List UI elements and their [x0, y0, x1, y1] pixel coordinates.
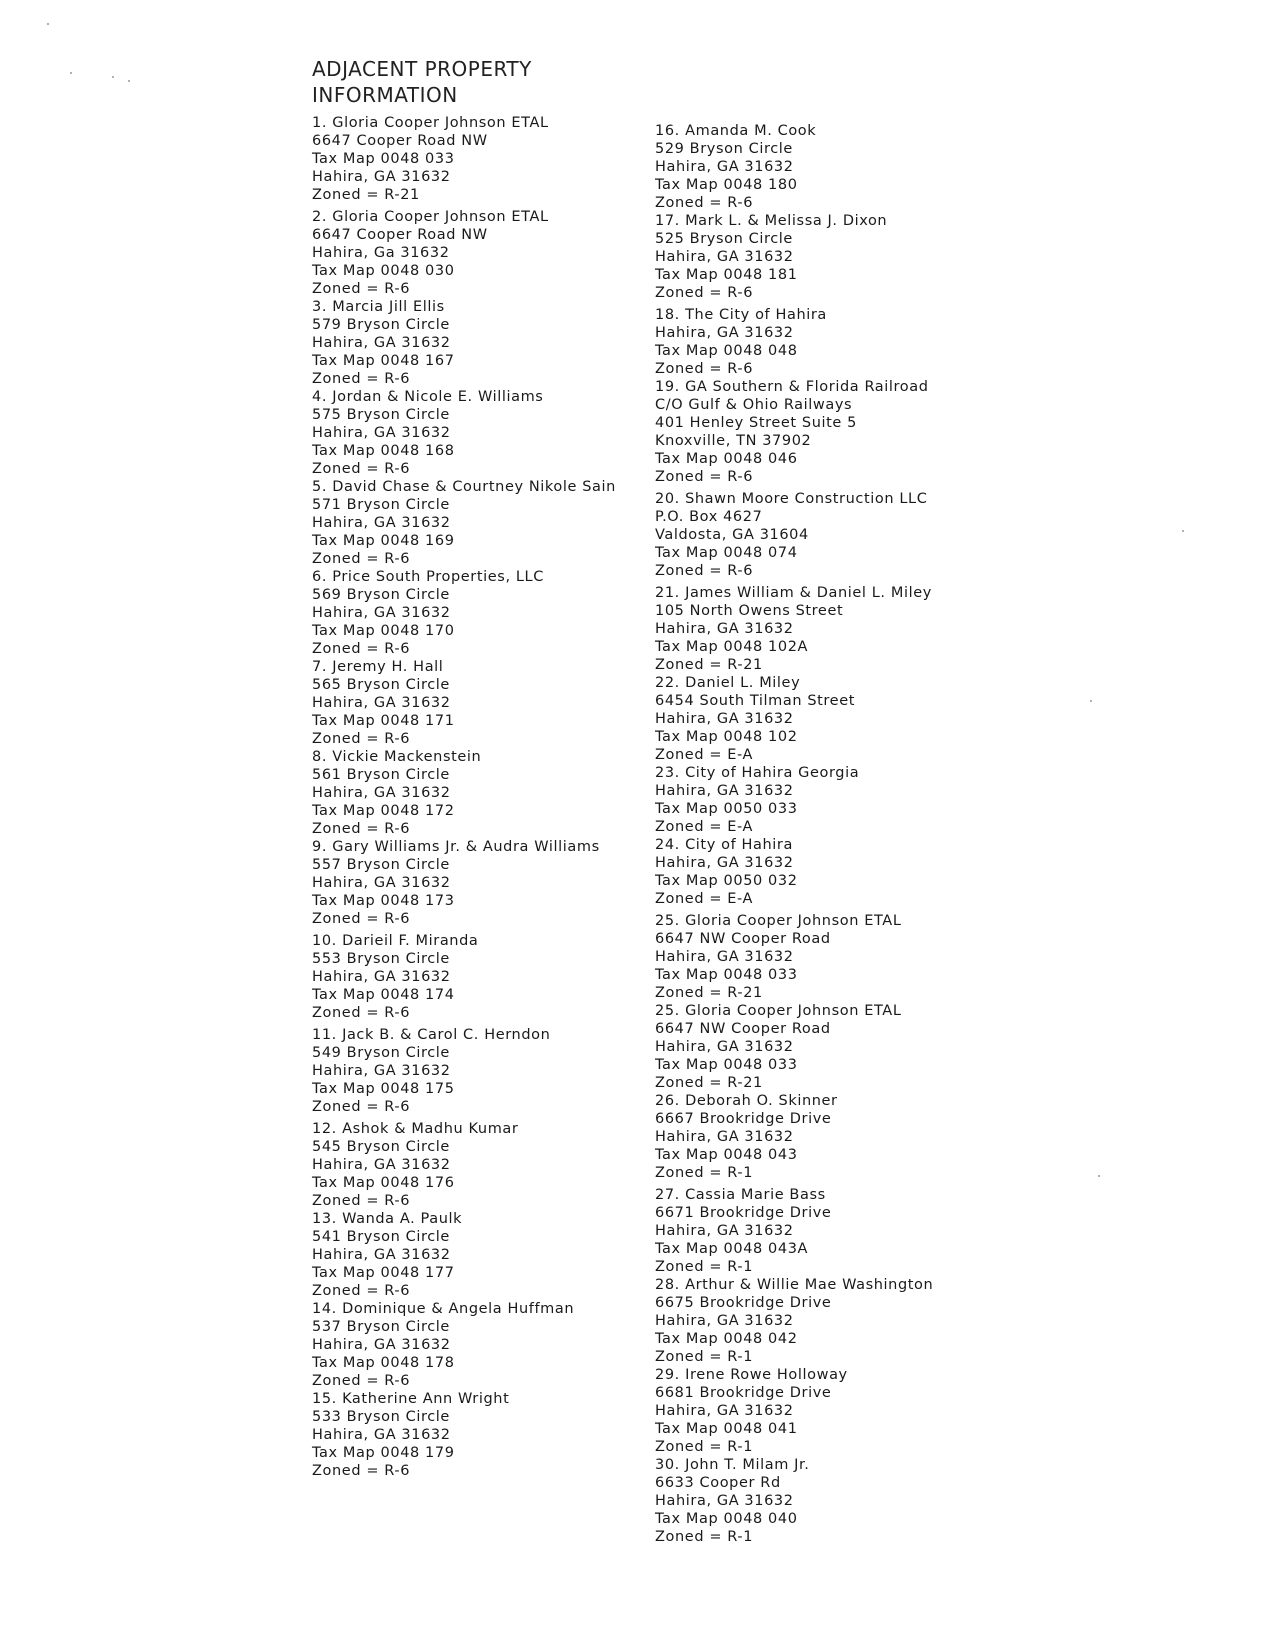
owner-name: 11. Jack B. & Carol C. Herndon: [312, 1027, 551, 1043]
owner-name: 4. Jordan & Nicole E. Williams: [312, 389, 544, 405]
entry-line: Tax Map 0048 033: [312, 151, 455, 167]
entry-line: Zoned = R-6: [312, 371, 411, 387]
owner-name: 6. Price South Properties, LLC: [312, 569, 544, 585]
entry-line: Tax Map 0048 043A: [655, 1241, 809, 1257]
entry-line: Zoned = R-6: [312, 1005, 411, 1021]
owner-name: 23. City of Hahira Georgia: [655, 765, 860, 781]
entry-line: 553 Bryson Circle: [312, 951, 450, 967]
entry-line: 6454 South Tilman Street: [655, 693, 855, 709]
entry-line: Zoned = R-6: [312, 1463, 411, 1479]
owner-name: 20. Shawn Moore Construction LLC: [655, 491, 928, 507]
entry-line: Valdosta, GA 31604: [655, 527, 809, 543]
entry-line: Tax Map 0048 041: [655, 1421, 798, 1437]
entry-line: Tax Map 0048 180: [655, 177, 798, 193]
entry-line: Tax Map 0048 170: [312, 623, 455, 639]
scan-speck: [1090, 700, 1092, 702]
entry-line: Zoned = R-1: [655, 1165, 754, 1181]
entry-line: Hahira, GA 31632: [655, 1223, 794, 1239]
entry-line: Zoned = E-A: [655, 747, 754, 763]
entry-line: Zoned = E-A: [655, 891, 754, 907]
owner-name: 29. Irene Rowe Holloway: [655, 1367, 848, 1383]
owner-name: 24. City of Hahira: [655, 837, 793, 853]
property-entry: [655, 836, 933, 908]
property-entry: [655, 1276, 933, 1366]
entry-line: Zoned = R-6: [312, 1193, 411, 1209]
owner-name: 3. Marcia Jill Ellis: [312, 299, 445, 315]
entry-line: Hahira, GA 31632: [655, 783, 794, 799]
entry-line: Tax Map 0048 171: [312, 713, 455, 729]
entry-line: 549 Bryson Circle: [312, 1045, 450, 1061]
entry-line: 525 Bryson Circle: [655, 231, 793, 247]
entry-line: 6647 NW Cooper Road: [655, 1021, 831, 1037]
property-entry: [655, 122, 933, 212]
entry-line: Hahira, GA 31632: [655, 1039, 794, 1055]
entry-line: Tax Map 0048 033: [655, 967, 798, 983]
entry-line: Hahira, GA 31632: [312, 969, 451, 985]
entry-line: P.O. Box 4627: [655, 509, 763, 525]
entry-line: Tax Map 0048 179: [312, 1445, 455, 1461]
entry-line: Hahira, GA 31632: [312, 1063, 451, 1079]
entry-line: Tax Map 0048 173: [312, 893, 455, 909]
title-line-2: INFORMATION: [312, 83, 458, 107]
entry-line: Hahira, GA 31632: [312, 425, 451, 441]
entry-line: 6667 Brookridge Drive: [655, 1111, 832, 1127]
entry-line: Tax Map 0050 033: [655, 801, 798, 817]
owner-name: 10. Darieil F. Miranda: [312, 933, 479, 949]
entry-line: Tax Map 0048 168: [312, 443, 455, 459]
entry-line: Tax Map 0048 172: [312, 803, 455, 819]
entry-line: Tax Map 0048 174: [312, 987, 455, 1003]
entry-line: Tax Map 0048 178: [312, 1355, 455, 1371]
entry-line: Tax Map 0048 176: [312, 1175, 455, 1191]
left-column: [312, 114, 616, 1480]
scan-speck: [128, 80, 130, 82]
entry-line: 557 Bryson Circle: [312, 857, 450, 873]
owner-name: 22. Daniel L. Miley: [655, 675, 801, 691]
entry-line: 575 Bryson Circle: [312, 407, 450, 423]
scan-speck: [1182, 530, 1184, 532]
owner-name: 30. John T. Milam Jr.: [655, 1457, 810, 1473]
entry-line: Tax Map 0048 040: [655, 1511, 798, 1527]
property-entry: [312, 388, 616, 478]
entry-line: Tax Map 0048 074: [655, 545, 798, 561]
entry-line: Zoned = R-21: [655, 985, 763, 1001]
owner-name: 17. Mark L. & Melissa J. Dixon: [655, 213, 888, 229]
entry-line: Zoned = R-21: [655, 1075, 763, 1091]
owner-name: 26. Deborah O. Skinner: [655, 1093, 838, 1109]
property-entry: [312, 114, 616, 204]
entry-line: Hahira, GA 31632: [312, 1157, 451, 1173]
entry-line: 6675 Brookridge Drive: [655, 1295, 832, 1311]
property-entry: [655, 1002, 933, 1092]
owner-name: 28. Arthur & Willie Mae Washington: [655, 1277, 934, 1293]
property-entry: [312, 748, 616, 838]
entry-line: 6633 Cooper Rd: [655, 1475, 781, 1491]
entry-line: 6681 Brookridge Drive: [655, 1385, 832, 1401]
property-entry: [312, 1026, 616, 1116]
entry-line: Zoned = R-6: [312, 911, 411, 927]
entry-line: Knoxville, TN 37902: [655, 433, 812, 449]
property-entry: [655, 1456, 933, 1546]
entry-line: Hahira, GA 31632: [312, 695, 451, 711]
entry-line: 529 Bryson Circle: [655, 141, 793, 157]
entry-line: Tax Map 0048 181: [655, 267, 798, 283]
owner-name: 19. GA Southern & Florida Railroad: [655, 379, 929, 395]
entry-line: Zoned = R-21: [655, 657, 763, 673]
entry-line: 6647 Cooper Road NW: [312, 133, 488, 149]
entry-line: Tax Map 0048 046: [655, 451, 798, 467]
entry-line: Zoned = R-6: [312, 821, 411, 837]
entry-line: 533 Bryson Circle: [312, 1409, 450, 1425]
owner-name: 7. Jeremy H. Hall: [312, 659, 444, 675]
owner-name: 8. Vickie Mackenstein: [312, 749, 482, 765]
property-entry: [655, 584, 933, 674]
owner-name: 25. Gloria Cooper Johnson ETAL: [655, 1003, 902, 1019]
entry-line: Hahira, GA 31632: [655, 159, 794, 175]
owner-name: 5. David Chase & Courtney Nikole Sain: [312, 479, 616, 495]
entry-line: 6647 NW Cooper Road: [655, 931, 831, 947]
entry-line: Zoned = R-6: [655, 361, 754, 377]
document-title: [312, 56, 532, 108]
owner-name: 21. James William & Daniel L. Miley: [655, 585, 932, 601]
entry-line: Zoned = R-6: [312, 551, 411, 567]
entry-line: Tax Map 0050 032: [655, 873, 798, 889]
property-entry: [312, 1210, 616, 1300]
entry-line: Hahira, GA 31632: [655, 1403, 794, 1419]
right-column: [655, 122, 933, 1546]
entry-line: 6647 Cooper Road NW: [312, 227, 488, 243]
entry-line: 6671 Brookridge Drive: [655, 1205, 832, 1221]
entry-line: Hahira, GA 31632: [312, 1337, 451, 1353]
entry-line: Tax Map 0048 033: [655, 1057, 798, 1073]
entry-line: C/O Gulf & Ohio Railways: [655, 397, 853, 413]
property-entry: [655, 674, 933, 764]
entry-line: Hahira, GA 31632: [655, 1493, 794, 1509]
owner-name: 12. Ashok & Madhu Kumar: [312, 1121, 519, 1137]
entry-line: Hahira, GA 31632: [655, 325, 794, 341]
property-entry: [655, 1092, 933, 1182]
entry-line: Tax Map 0048 169: [312, 533, 455, 549]
entry-line: Zoned = R-21: [312, 187, 420, 203]
entry-line: Tax Map 0048 030: [312, 263, 455, 279]
entry-line: Zoned = R-6: [312, 1283, 411, 1299]
entry-line: Zoned = R-6: [312, 461, 411, 477]
entry-line: Zoned = E-A: [655, 819, 754, 835]
property-entry: [655, 306, 933, 378]
property-entry: [312, 1300, 616, 1390]
entry-line: Hahira, GA 31632: [655, 711, 794, 727]
entry-line: Hahira, GA 31632: [312, 605, 451, 621]
entry-line: Hahira, GA 31632: [655, 249, 794, 265]
entry-line: 565 Bryson Circle: [312, 677, 450, 693]
property-entry: [655, 1186, 933, 1276]
entry-line: Zoned = R-6: [312, 281, 411, 297]
entry-line: Zoned = R-1: [655, 1439, 754, 1455]
entry-line: Zoned = R-6: [655, 469, 754, 485]
entry-line: 569 Bryson Circle: [312, 587, 450, 603]
entry-line: Tax Map 0048 102A: [655, 639, 809, 655]
property-entry: [655, 764, 933, 836]
entry-line: Hahira, GA 31632: [312, 169, 451, 185]
entry-line: Hahira, GA 31632: [655, 949, 794, 965]
entry-line: Zoned = R-6: [312, 1373, 411, 1389]
owner-name: 14. Dominique & Angela Huffman: [312, 1301, 575, 1317]
owner-name: 13. Wanda A. Paulk: [312, 1211, 463, 1227]
entry-line: 401 Henley Street Suite 5: [655, 415, 857, 431]
entry-line: Tax Map 0048 042: [655, 1331, 798, 1347]
entry-line: Hahira, GA 31632: [312, 515, 451, 531]
entry-line: Hahira, GA 31632: [312, 1247, 451, 1263]
title-line-1: ADJACENT PROPERTY: [312, 57, 532, 81]
property-entry: [312, 932, 616, 1022]
entry-line: Hahira, GA 31632: [655, 855, 794, 871]
scan-speck: [112, 76, 114, 78]
property-entry: [312, 1390, 616, 1480]
owner-name: 15. Katherine Ann Wright: [312, 1391, 510, 1407]
owner-name: 18. The City of Hahira: [655, 307, 827, 323]
entry-line: 561 Bryson Circle: [312, 767, 450, 783]
property-entry: [655, 912, 933, 1002]
entry-line: Tax Map 0048 043: [655, 1147, 798, 1163]
entry-line: Zoned = R-1: [655, 1349, 754, 1365]
entry-line: Hahira, Ga 31632: [312, 245, 450, 261]
entry-line: Zoned = R-6: [312, 641, 411, 657]
owner-name: 25. Gloria Cooper Johnson ETAL: [655, 913, 902, 929]
property-entry: [312, 298, 616, 388]
entry-line: 545 Bryson Circle: [312, 1139, 450, 1155]
entry-line: Zoned = R-6: [312, 731, 411, 747]
entry-line: Hahira, GA 31632: [655, 1313, 794, 1329]
entry-line: Tax Map 0048 102: [655, 729, 798, 745]
entry-line: 571 Bryson Circle: [312, 497, 450, 513]
property-entry: [655, 490, 933, 580]
entry-line: Hahira, GA 31632: [312, 785, 451, 801]
owner-name: 2. Gloria Cooper Johnson ETAL: [312, 209, 549, 225]
owner-name: 27. Cassia Marie Bass: [655, 1187, 826, 1203]
entry-line: Tax Map 0048 175: [312, 1081, 455, 1097]
property-entry: [312, 838, 616, 928]
entry-line: Zoned = R-6: [655, 195, 754, 211]
entry-line: 537 Bryson Circle: [312, 1319, 450, 1335]
scan-speck: [47, 23, 49, 25]
entry-line: Hahira, GA 31632: [312, 875, 451, 891]
entry-line: Tax Map 0048 048: [655, 343, 798, 359]
entry-line: Zoned = R-6: [312, 1099, 411, 1115]
entry-line: Zoned = R-6: [655, 285, 754, 301]
entry-line: 579 Bryson Circle: [312, 317, 450, 333]
property-entry: [655, 212, 933, 302]
property-entry: [312, 208, 616, 298]
owner-name: 16. Amanda M. Cook: [655, 123, 817, 139]
scan-speck: [70, 72, 72, 74]
entry-line: Tax Map 0048 167: [312, 353, 455, 369]
entry-line: 541 Bryson Circle: [312, 1229, 450, 1245]
property-entry: [312, 478, 616, 568]
entry-line: Zoned = R-1: [655, 1259, 754, 1275]
property-entry: [312, 1120, 616, 1210]
entry-line: 105 North Owens Street: [655, 603, 844, 619]
entry-line: Zoned = R-6: [655, 563, 754, 579]
entry-line: Hahira, GA 31632: [655, 1129, 794, 1145]
property-entry: [655, 378, 933, 486]
entry-line: Zoned = R-1: [655, 1529, 754, 1545]
entry-line: Hahira, GA 31632: [312, 335, 451, 351]
property-entry: [312, 568, 616, 658]
entry-line: Hahira, GA 31632: [312, 1427, 451, 1443]
entry-line: Tax Map 0048 177: [312, 1265, 455, 1281]
owner-name: 1. Gloria Cooper Johnson ETAL: [312, 115, 549, 131]
entry-line: Hahira, GA 31632: [655, 621, 794, 637]
property-entry: [655, 1366, 933, 1456]
owner-name: 9. Gary Williams Jr. & Audra Williams: [312, 839, 600, 855]
scan-speck: [1098, 1175, 1100, 1177]
property-entry: [312, 658, 616, 748]
